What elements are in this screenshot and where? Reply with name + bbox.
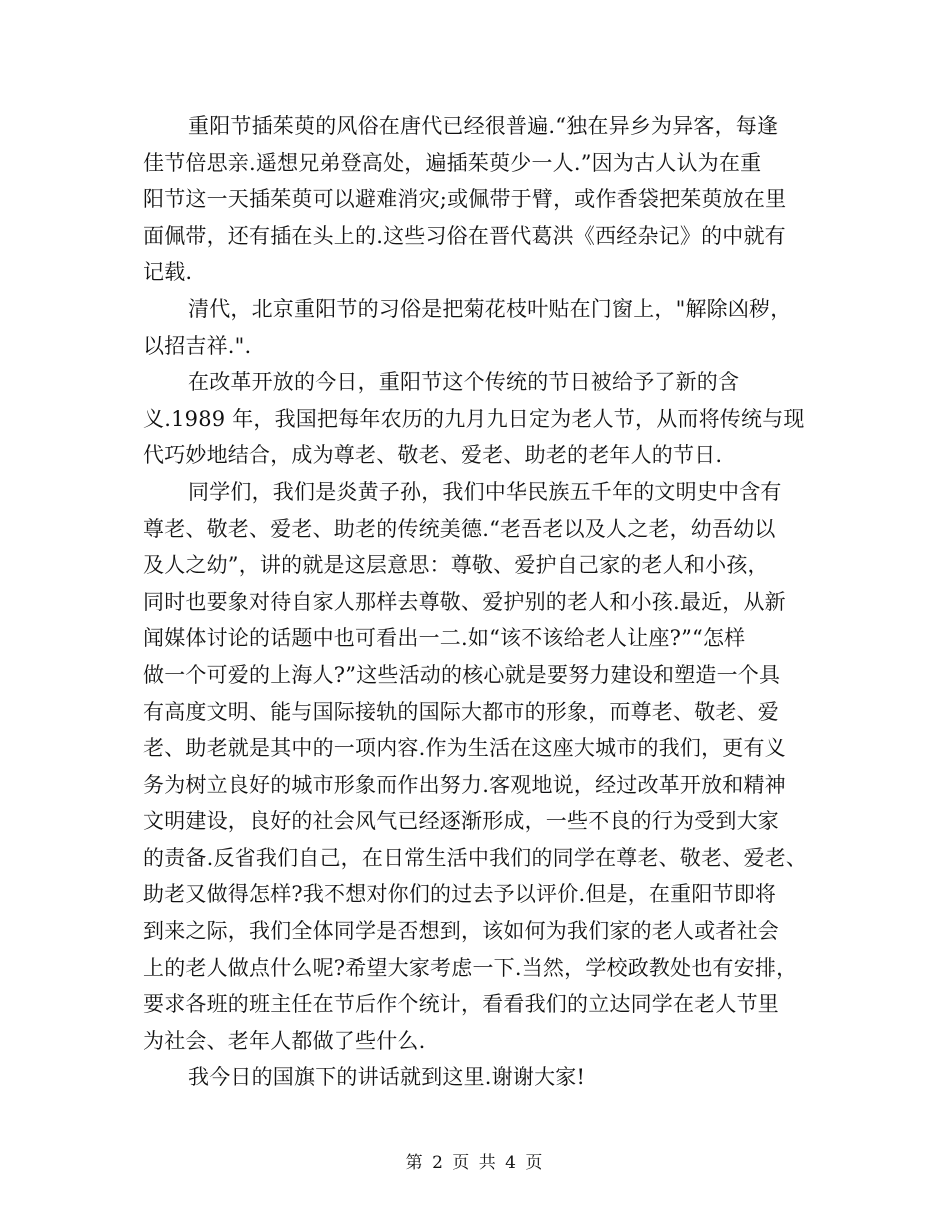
paragraph-line: 的责备.反省我们自己，在日常生活中我们的同学在尊老、敬老、爱老、 xyxy=(143,845,808,870)
paragraph-line: 有高度文明、能与国际接轨的国际大都市的形象，而尊老、敬老、爱 xyxy=(143,699,779,724)
paragraph-line: 务为树立良好的城市形象而作出努力.客观地说，经过改革开放和精神 xyxy=(143,772,786,797)
paragraph-line: 文明建设，良好的社会风气已经逐渐形成，一些不良的行为受到大家 xyxy=(143,809,779,834)
paragraph-line: 及人之幼”，讲的就是这层意思：尊敬、爱护自己家的老人和小孩， xyxy=(143,553,769,578)
paragraph-line: 做一个可爱的上海人?”这些活动的核心就是要努力建设和塑造一个具 xyxy=(143,662,781,687)
paragraph-line: 记载. xyxy=(143,260,193,285)
paragraph-line: 为社会、老年人都做了些什么. xyxy=(143,1028,426,1053)
paragraph-line: 阳节这一天插茱萸可以避难消灾;或佩带于臂，或作香袋把茱萸放在里 xyxy=(143,187,787,212)
paragraph-line: 到来之际，我们全体同学是否想到，该如何为我们家的老人或者社会 xyxy=(143,919,779,944)
paragraph-line: 佳节倍思亲.遥想兄弟登高处，遍插茱萸少一人.”因为古人认为在重 xyxy=(143,150,762,175)
paragraph-line: 同学们，我们是炎黄子孙，我们中华民族五千年的文明史中含有 xyxy=(188,479,782,504)
paragraph-line: 义.1989 年，我国把每年农历的九月九日定为老人节，从而将传统与现 xyxy=(143,406,805,431)
paragraph-line: 清代，北京重阳节的习俗是把菊花枝叶贴在门窗上，"解除凶秽， xyxy=(188,296,792,321)
paragraph-line: 面佩带，还有插在头上的.这些习俗在晋代葛洪《西经杂记》的中就有 xyxy=(143,223,786,248)
paragraph-line: 要求各班的班主任在节后作个统计，看看我们的立达同学在老人节里 xyxy=(143,992,779,1017)
paragraph-line: 老、助老就是其中的一项内容.作为生活在这座大城市的我们，更有义 xyxy=(143,736,786,761)
page-number-footer: 第 2 页 共 4 页 xyxy=(405,1153,545,1173)
paragraph-line: 我今日的国旗下的讲话就到这里.谢谢大家! xyxy=(188,1065,586,1090)
paragraph-line: 尊老、敬老、爱老、助老的传统美德.“老吾老以及人之老，幼吾幼以 xyxy=(143,516,776,541)
paragraph-line: 闻媒体讨论的话题中也可看出一二.如“该不该给老人让座?”“怎样 xyxy=(143,626,746,651)
paragraph-line: 代巧妙地结合，成为尊老、敬老、爱老、助老的老年人的节日. xyxy=(143,443,723,468)
paragraph-line: 在改革开放的今日，重阳节这个传统的节日被给予了新的含 xyxy=(188,370,740,395)
paragraph-line: 以招吉祥.". xyxy=(143,333,252,358)
paragraph-line: 重阳节插茱萸的风俗在唐代已经很普遍.“独在异乡为异客，每逢 xyxy=(188,114,779,138)
document-body xyxy=(143,108,813,1096)
paragraph-line: 同时也要象对待自家人那样去尊敬、爱护别的老人和小孩.最近，从新 xyxy=(143,589,786,614)
paragraph-line: 上的老人做点什么呢?希望大家考虑一下.当然，学校政教处也有安排， xyxy=(143,955,798,980)
paragraph-line: 助老又做得怎样?我不想对你们的过去予以评价.但是，在重阳节即将 xyxy=(143,882,777,907)
